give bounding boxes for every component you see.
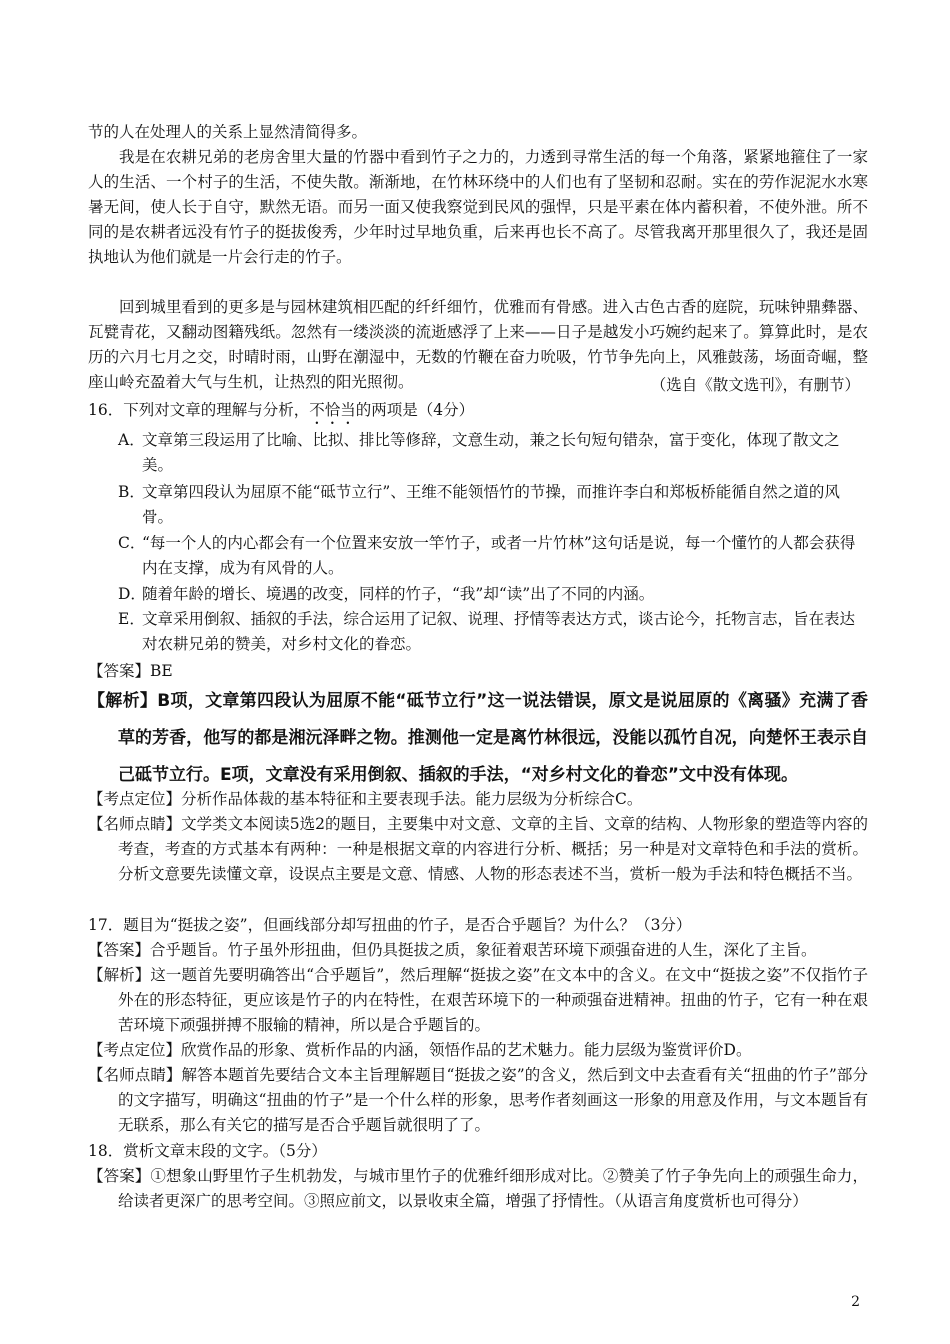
- question-16-option-d: [118, 582, 868, 607]
- analysis-text: B项，文章第四段认为屈原不能“砥节立行”这一说法错误，原文是说屈原的《离骚》充满了香草的芳香，他写的都是湘沅泽畔之物。推测他一定是离竹林很远，没能以孤竹自况，向楚怀王表示自己砥节立行。E项，文章没有采用倒叙、插叙的手法，“对乡村文化的眷恋”文中没有体现。: [118, 691, 868, 785]
- option-label: D．: [118, 585, 146, 603]
- point-text: 欣赏作品的形象、赏析作品的内涵，领悟作品的艺术魅力。能力层级为鉴赏评价D。: [181, 1041, 752, 1059]
- tips-tag: 【名师点睛】: [88, 1066, 182, 1084]
- analysis-tag: 【解析】: [88, 691, 158, 711]
- question-17-stem: 17．题目为“挺拔之姿”，但画线部分却写扭曲的竹子，是否合乎题旨？为什么？（3分）: [88, 916, 692, 934]
- question-16-point: [88, 787, 868, 812]
- option-text: “每一个人的内心都会有一个位置来安放一竿竹子，或者一片竹林”这句话是说，每一个懂竹的人都会获得内在支撑，成为有风骨的人。: [142, 534, 856, 577]
- question-16-emphasis: 不恰当: [309, 401, 356, 419]
- option-label: B．: [118, 483, 145, 501]
- point-tag: 【考点定位】: [88, 1041, 182, 1059]
- question-18-stem: 18．赏析文章末段的文字。（5分）: [88, 1142, 327, 1160]
- question-16-stem: [88, 398, 868, 428]
- question-16-stem-post: 的两项是（4分）: [355, 401, 475, 419]
- point-text: 分析作品体裁的基本特征和主要表现手法。能力层级为分析综合C。: [181, 790, 643, 808]
- option-text: 文章采用倒叙、插叙的手法，综合运用了记叙、说理、抒情等表达方式，谈古论今，托物言志，旨在表达对农耕兄弟的赞美，对乡村文化的眷恋。: [142, 610, 856, 653]
- option-label: C．: [118, 534, 146, 552]
- question-18-answer: [88, 1164, 868, 1214]
- option-label: A．: [118, 431, 145, 449]
- question-16-stem-pre: 16．下列对文章的理解与分析，: [88, 401, 310, 419]
- option-label: E．: [118, 610, 145, 628]
- question-17-tips: [88, 1063, 868, 1138]
- passage-paragraph-2: 回到城里看到的更多是与园林建筑相匹配的纤纤细竹，优雅而有骨感。进入古色古香的庭院，玩味钟鼎彝器、瓦甓青花，又翻动图籍残纸。忽然有一缕淡淡的流逝感浮了上来——日子是越发小巧婉约起来了。算算此时，是农历的六月七月之交，时晴时雨，山野在潮湿中，无数的竹鞭在奋力吮吸，竹节争先向上，风雅鼓荡，场面奇崛，整座山岭充盈着大气与生机，让热烈的阳光照彻。: [88, 298, 868, 391]
- answer-tag: 【答案】: [88, 662, 151, 680]
- passage-source: （选自《散文选刊》，有删节）: [650, 376, 860, 394]
- question-16-option-a: [118, 428, 868, 478]
- question-17-point: [88, 1038, 868, 1063]
- analysis-tag: 【解析】: [88, 966, 151, 984]
- question-16-analysis: [88, 683, 868, 794]
- answer-text: 合乎题旨。竹子虽外形扭曲，但仍具挺拔之质，象征着艰苦环境下顽强奋进的人生，深化了主旨。: [150, 941, 817, 959]
- analysis-text: 这一题首先要明确答出“合乎题旨”，然后理解“挺拔之姿”在文本中的含义。在文中“挺拔之姿”不仅指竹子外在的形态特征，更应该是竹子的内在特性，在艰苦环境下的一种顽强奋进精神。扭曲的竹子，它有一种在艰苦环境下顽强拼搏不服输的精神，所以是合乎题旨的。: [118, 966, 868, 1034]
- passage-paragraph-0: 节的人在处理人的关系上显然清简得多。: [88, 123, 368, 141]
- question-16-answer: [88, 659, 868, 684]
- tips-text: 解答本题首先要结合文本主旨理解题目“挺拔之姿”的含义，然后到文中去查看有关“扭曲的竹子”部分的文字描写，明确这“扭曲的竹子”是一个什么样的形象，思考作者刻画这一形象的用意及作用，与文本题旨有无联系，那么有关它的描写是否合乎题旨就很明了了。: [118, 1066, 868, 1134]
- answer-tag: 【答案】: [88, 941, 151, 959]
- point-tag: 【考点定位】: [88, 790, 182, 808]
- answer-text: ①想象山野里竹子生机勃发，与城市里竹子的优雅纤细形成对比。②赞美了竹子争先向上的顽强生命力，给读者更深广的思考空间。③照应前文，以景收束全篇，增强了抒情性。（从语言角度赏析也可得分）: [118, 1167, 868, 1210]
- passage-paragraph-1: 我是在农耕兄弟的老房舍里大量的竹器中看到竹子之力的，力透到寻常生活的每一个角落，紧紧地箍住了一家人的生活、一个村子的生活，不使失散。渐渐地，在竹林环绕中的人们也有了坚韧和忍耐。实在的劳作泥泥水水寒暑无间，使人长于自守，默然无语。而另一面又使我察觉到民风的强悍，只是平素在体内蓄积着，不使外泄。所不同的是农耕者远没有竹子的挺拔俊秀，少年时过早地负重，后来再也长不高了。尽管我离开那里很久了，我还是固执地认为他们就是一片会行走的竹子。: [88, 148, 868, 266]
- question-16-tips: [88, 812, 868, 887]
- tips-tag: 【名师点睛】: [88, 815, 182, 833]
- answer-text: BE: [150, 662, 173, 680]
- page-number: 2: [851, 1294, 860, 1310]
- option-text: 文章第四段认为屈原不能“砥节立行”、王维不能领悟竹的节操，而推许李白和郑板桥能循自然之道的风骨。: [142, 483, 840, 526]
- question-16-option-b: [118, 480, 868, 530]
- question-16-option-c: [118, 531, 868, 581]
- answer-tag: 【答案】: [88, 1167, 151, 1185]
- option-text: 文章第三段运用了比喻、比拟、排比等修辞，文意生动，兼之长句短句错杂，富于变化，体现了散文之美。: [142, 431, 840, 474]
- question-16-option-e: [118, 607, 868, 657]
- option-text: 随着年龄的增长、境遇的改变，同样的竹子，“我”却“读”出了不同的内涵。: [142, 585, 655, 603]
- question-17-answer: [88, 938, 868, 963]
- tips-text: 文学类文本阅读5选2的题目，主要集中对文意、文章的主旨、文章的结构、人物形象的塑造等内容的考查，考查的方式基本有两种：一种是根据文章的内容进行分析、概括；另一种是对文章特色和手法的赏析。分析文意要先读懂文章，设误点主要是文意、情感、人物的形态表述不当，赏析一般为手法和特色概括不当。: [118, 815, 868, 883]
- question-17-analysis: [88, 963, 868, 1038]
